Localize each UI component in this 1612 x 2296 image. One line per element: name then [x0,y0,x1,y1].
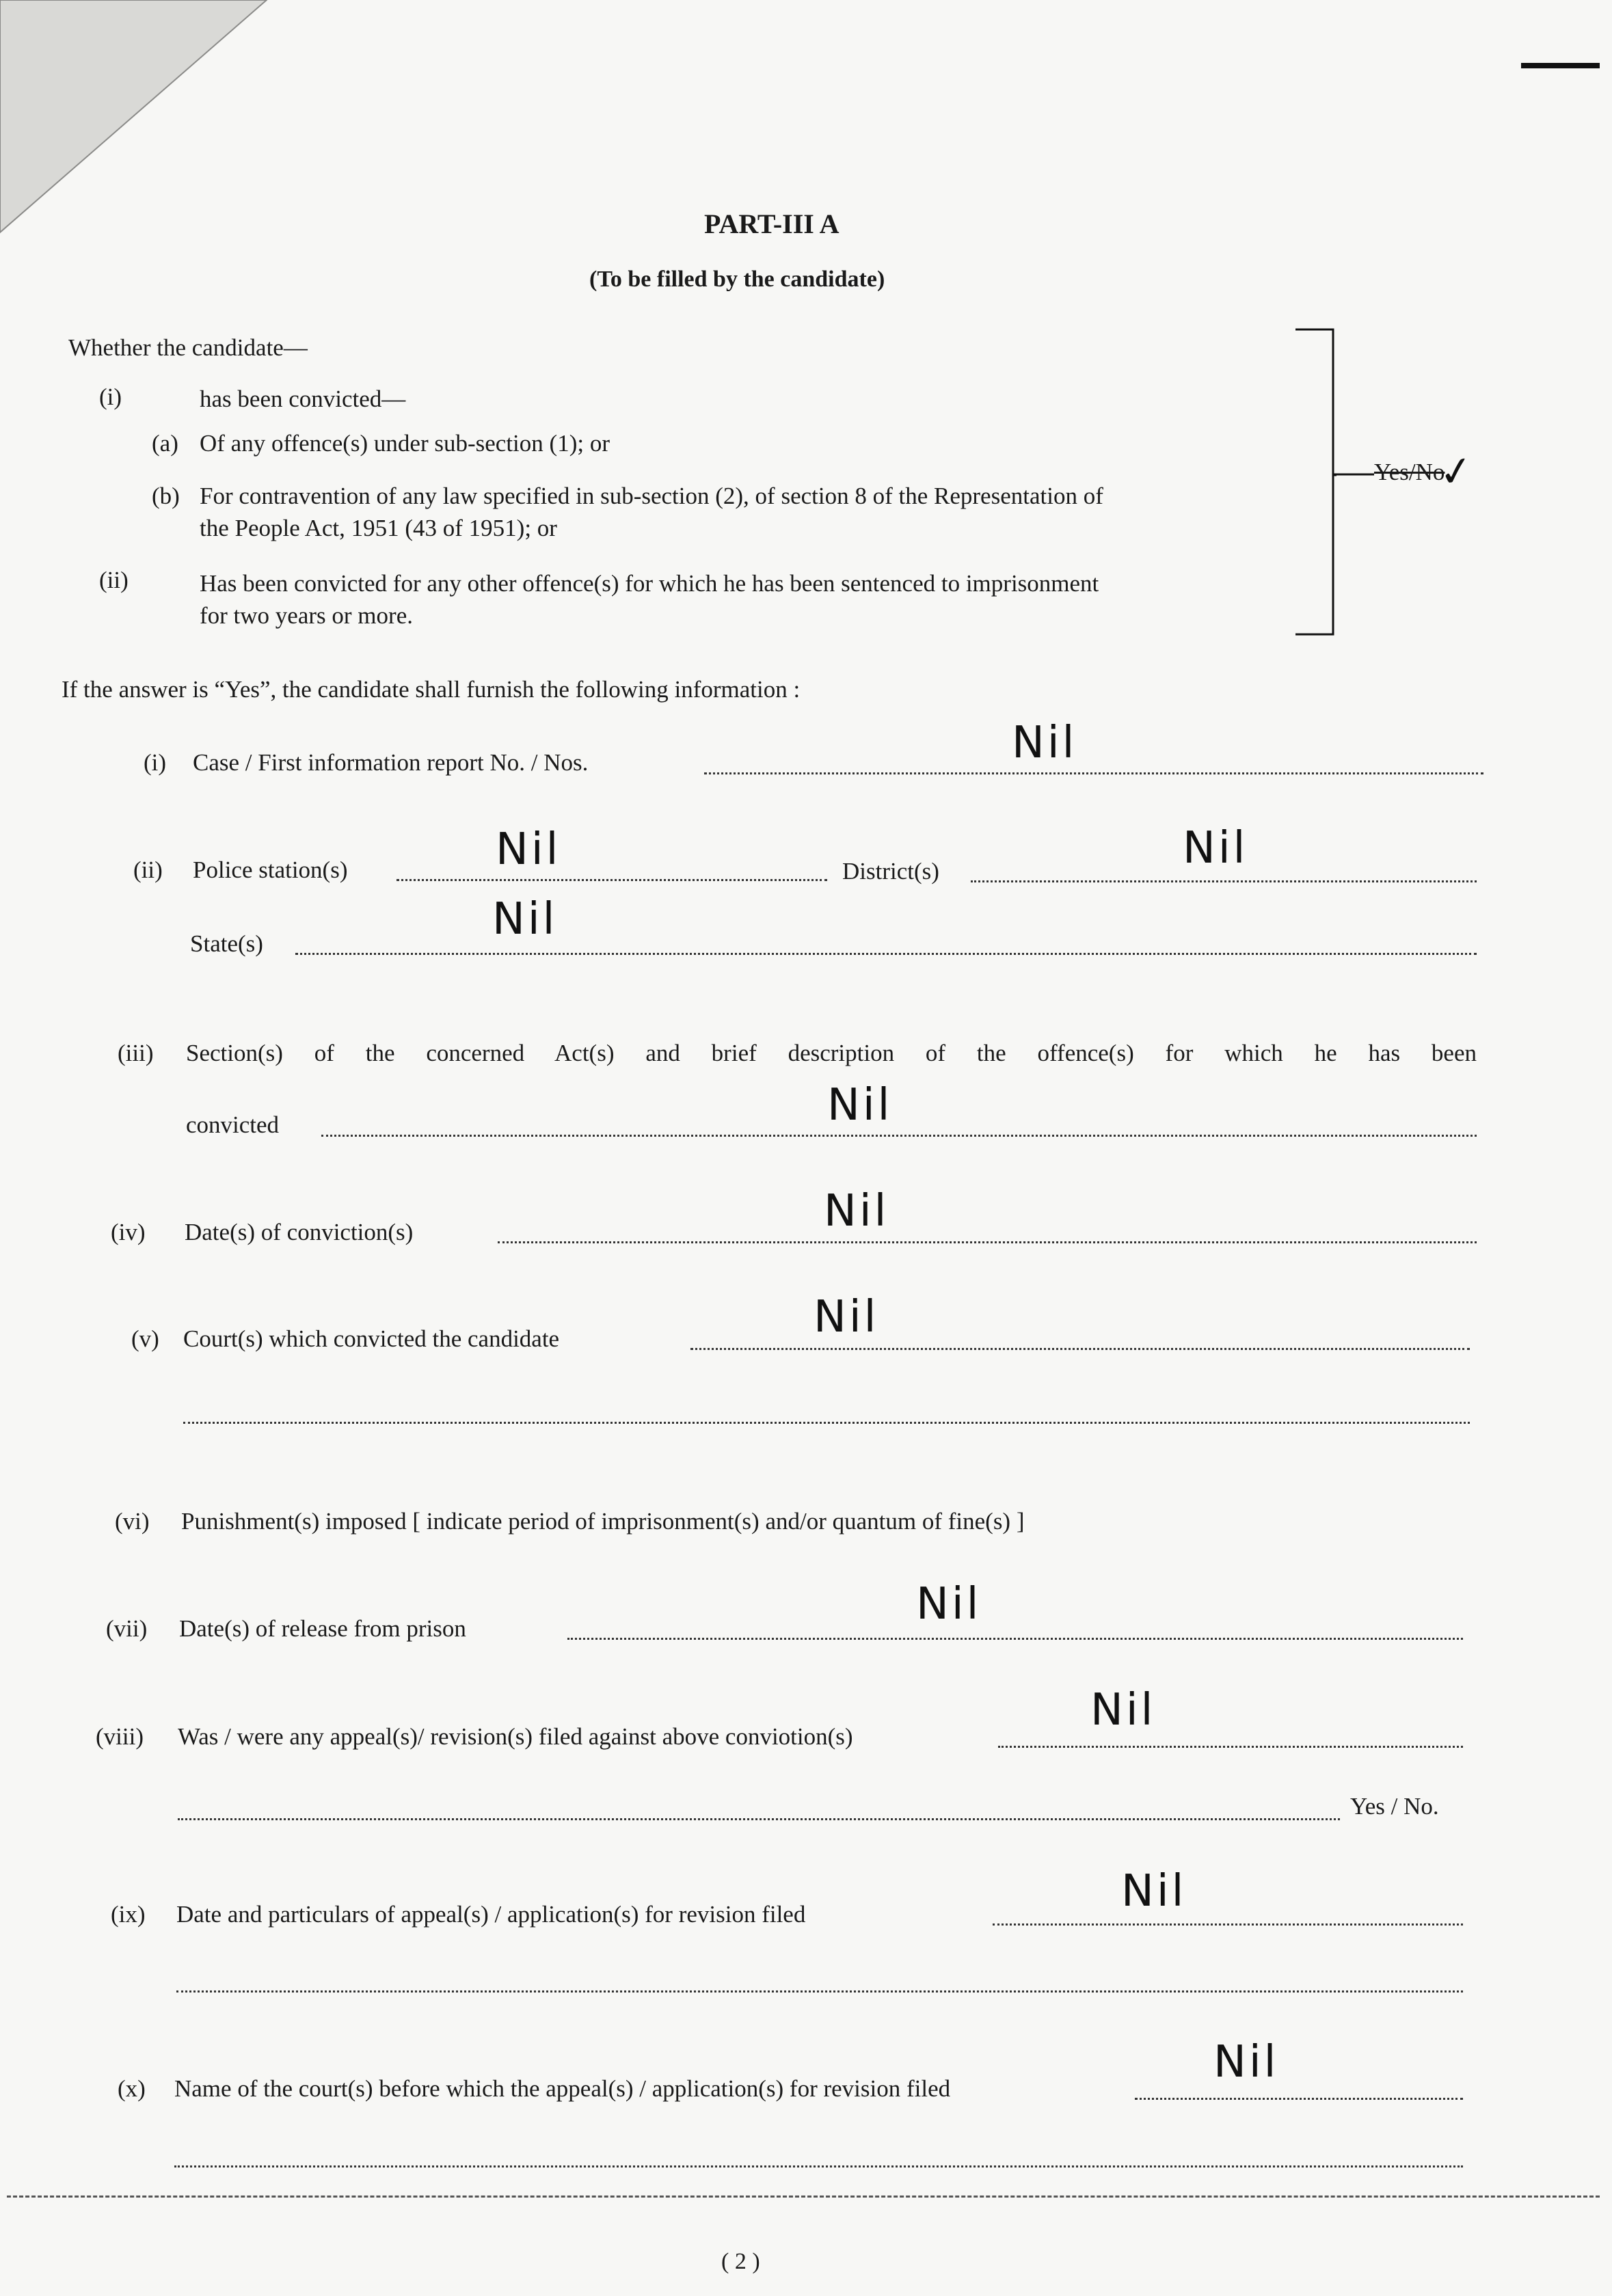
answer-tick-mark: ✓ [1436,445,1479,498]
field-viii-value: Nil [1090,1685,1156,1735]
field-ix-line-2 [176,1990,1463,1993]
field-vii-text: Date(s) of release from prison [179,1615,466,1642]
field-vii-label: (vii) [106,1615,148,1642]
page-number: ( 2 ) [721,2249,760,2274]
field-v-line-2 [183,1422,1470,1424]
field-ii-line [397,879,827,881]
field-vii-value: Nil [916,1579,982,1630]
yes-no-label: Yes/No [1374,459,1445,485]
field-x-label: (x) [118,2075,146,2102]
field-ii-label: (ii) [133,856,163,883]
field-ii-value: Nil [496,824,561,875]
field-x-text: Name of the court(s) before which the appeal(s) / application(s) for revision filed [174,2075,951,2102]
field-iv-label: (iv) [111,1219,146,1245]
field-iv-line [498,1241,1477,1243]
yes-no-connector [1333,470,1374,478]
info-intro: If the answer is “Yes”, the candidate shall furnish the following information : [62,676,801,703]
field-viii-line [998,1746,1463,1748]
item-i-number: (i) [99,383,122,410]
field-iii-line2: convicted [186,1111,280,1138]
field-i-label: (i) [144,749,167,776]
field-iv-text: Date(s) of conviction(s) [185,1219,414,1245]
field-iii-line [321,1135,1477,1137]
folded-corner [0,0,287,253]
state-text: State(s) [190,930,263,957]
field-i-text: Case / First information report No. / Nos. [193,749,589,776]
field-ix-value: Nil [1121,1866,1187,1917]
state-value: Nil [492,894,558,945]
field-viii-yesno: Yes / No. [1350,1793,1439,1820]
field-v-value: Nil [814,1292,879,1342]
field-viii-line-2 [178,1818,1340,1820]
field-x-line [1135,2098,1463,2100]
field-ix-text: Date and particulars of appeal(s) / application(s) for revision filed [176,1901,806,1928]
field-ii-text: Police station(s) [193,856,348,883]
page-title: PART-III A [704,208,839,239]
field-viii-text: Was / were any appeal(s)/ revision(s) filed against above conviotion(s) [178,1723,853,1750]
item-a-text: Of any offence(s) under sub-section (1); or [200,430,610,457]
item-ii-number: (ii) [99,567,129,593]
item-b-line2: the People Act, 1951 (43 of 1951); or [200,515,557,541]
field-vi-text: Punishment(s) imposed [ indicate period of imprisonment(s) and/or quantum of fine(s) ] [181,1508,1025,1535]
candidate-intro: Whether the candidate— [68,334,308,361]
page-subtitle: (To be filled by the candidate) [589,267,885,292]
field-x-line-2 [174,2165,1463,2167]
right-bracket [1295,321,1336,643]
bottom-separator [7,2196,1600,2198]
field-ix-label: (ix) [111,1901,146,1928]
state-line [295,953,1477,955]
field-i-line [704,772,1483,774]
district-value: Nil [1183,823,1248,874]
district-line [971,880,1477,882]
item-ii-line1: Has been convicted for any other offence(s) for which he has been sentenced to imprisonment [200,570,1099,597]
field-i-value: Nil [1012,718,1077,768]
field-v-line [690,1348,1470,1350]
field-ix-line [993,1923,1463,1926]
item-a-label: (a) [152,430,178,457]
field-iv-value: Nil [824,1186,889,1237]
field-v-label: (v) [131,1325,159,1352]
field-v-text: Court(s) which convicted the candidate [183,1325,560,1352]
item-b-line1: For contravention of any law specified in sub-section (2), of section 8 of the Representation of [200,483,1103,509]
field-vi-label: (vi) [115,1508,150,1535]
field-viii-label: (viii) [96,1723,144,1750]
field-x-value: Nil [1213,2037,1279,2088]
field-iii-label: (iii) [118,1040,154,1066]
scan-mark [1521,63,1600,68]
field-iii-value: Nil [827,1080,893,1131]
item-i-text: has been convicted— [200,386,406,412]
district-text: District(s) [842,858,939,884]
field-iii-line1: Section(s) of the concerned Act(s) and brief description of the offence(s) for which he has been [186,1040,1477,1066]
field-vii-line [567,1638,1463,1640]
item-ii-line2: for two years or more. [200,602,413,629]
item-b-label: (b) [152,483,180,509]
